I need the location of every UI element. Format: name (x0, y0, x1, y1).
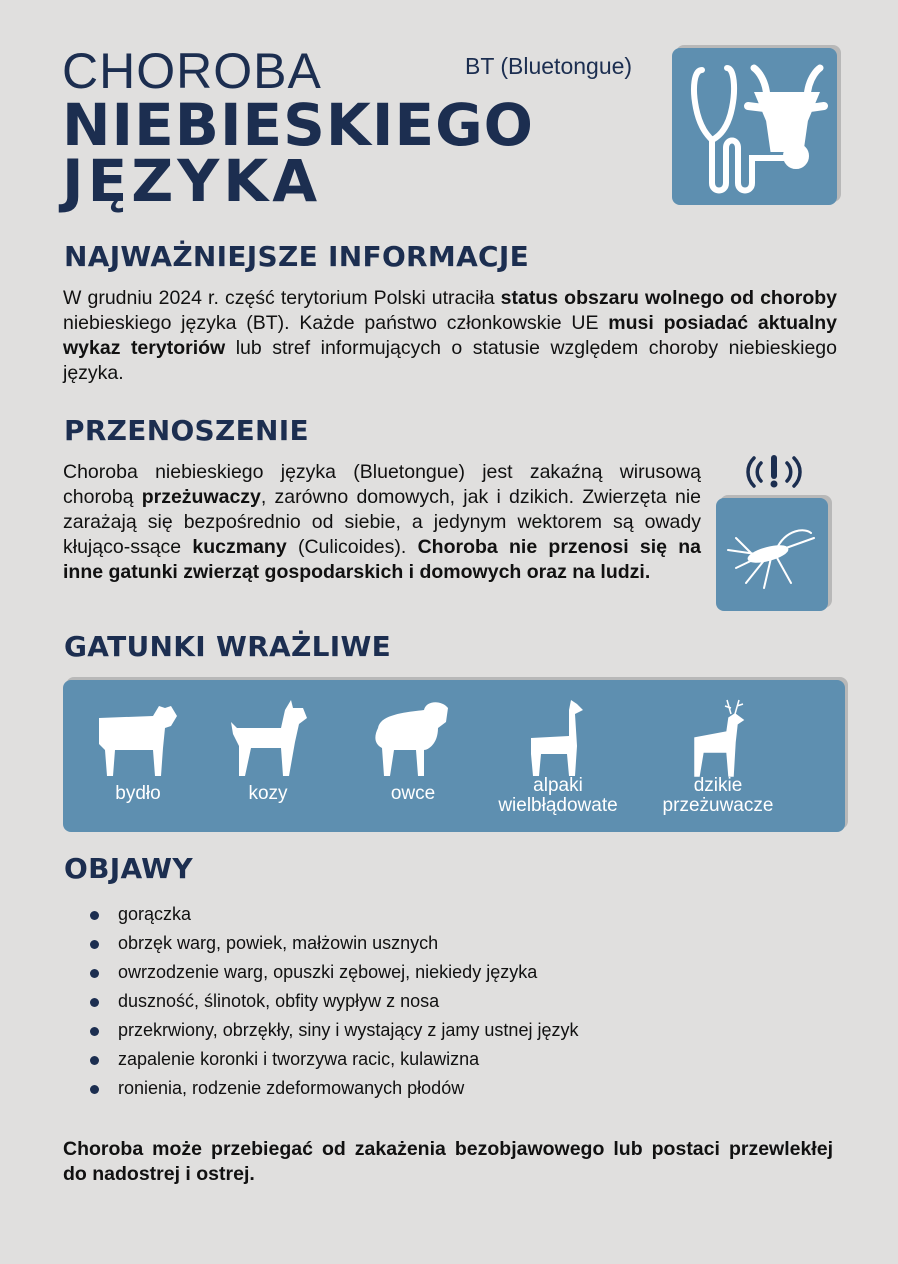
sheep-icon (368, 698, 458, 778)
subtitle: BT (Bluetongue) (465, 53, 633, 79)
info-heading: NAJWAŻNIEJSZE INFORMACJE (64, 240, 530, 273)
info-paragraph: W grudniu 2024 r. część terytorium Polski utraciła status obszaru wolnego od choroby niebieskiego języka (BT). Każde państwo członkowskie UE musi posiadać aktualny wykaz terytoriów lub stref informujących o statusie względem choroby niebieskiego języka. (63, 287, 837, 384)
list-item: ronienia, rodzenie zdeformowanych płodów (90, 1074, 578, 1103)
transmission-paragraph: Choroba niebieskiego języka (Bluetongue) jest zakaźną wirusową chorobą przeżuwaczy, zarówno domowych, jak i dzikich. Zwierzęta nie zarażają się bezpośrednio od siebie, a jedynym wektorem są owady kłująco-ssące kuczmany (Culicoides). Choroba nie przenosi się na inne gatunki zwierząt gospodarskich i domowych oraz na ludzi. (63, 461, 701, 583)
species-panel (63, 680, 845, 832)
list-item: duszność, ślinotok, obfity wypływ z nosa (90, 987, 578, 1016)
list-item: obrzęk warg, powiek, małżowin usznych (90, 929, 578, 958)
title-line-2: NIEBIESKIEGO (62, 91, 534, 159)
label-kozy: kozy (248, 783, 288, 804)
list-item: gorączka (90, 900, 578, 929)
title-line-3: JĘZYKA (62, 147, 322, 215)
list-item: owrzodzenie warg, opuszki zębowej, niekiedy języka (90, 958, 578, 987)
species-cattle (63, 680, 213, 804)
species-wild-ruminants (643, 680, 793, 816)
symptoms-heading: OBJAWY (64, 852, 193, 885)
title-line-1: CHOROBA (62, 43, 322, 99)
vet-cow-icon (672, 48, 837, 205)
label-dzikie: dzikie (693, 775, 743, 796)
camelids-label (483, 776, 633, 816)
label-owce: owce (390, 783, 436, 804)
goat-icon (223, 698, 313, 778)
species-sheep (338, 680, 488, 804)
species-heading: GATUNKI WRAŻLIWE (64, 630, 392, 663)
list-item: przekrwiony, obrzękły, siny i wystający z jamy ustnej język (90, 1016, 578, 1045)
species-goats (193, 680, 343, 804)
label-bydlo: bydło (115, 783, 161, 804)
list-item: zapalenie koronki i tworzywa racic, kulawizna (90, 1045, 578, 1074)
label-przezuwacze: przeżuwacze (662, 795, 774, 816)
label-wielbladowate: wielbłądowate (498, 795, 618, 816)
conclusion-text: Choroba może przebiegać od zakażenia bezobjawowego lub postaci przewlekłej do nadostrej i ostrej. (63, 1138, 833, 1185)
cattle-icon (93, 698, 183, 778)
species-camelids (483, 680, 633, 816)
symptoms-list (90, 900, 578, 1103)
deer-icon (673, 698, 763, 778)
wild-ruminants-label (643, 776, 793, 816)
mosquito-icon (716, 498, 828, 611)
alpaca-icon (513, 698, 603, 778)
label-alpaki: alpaki (533, 775, 583, 796)
transmission-heading: PRZENOSZENIE (64, 414, 309, 447)
alert-signal-icon (742, 452, 806, 492)
